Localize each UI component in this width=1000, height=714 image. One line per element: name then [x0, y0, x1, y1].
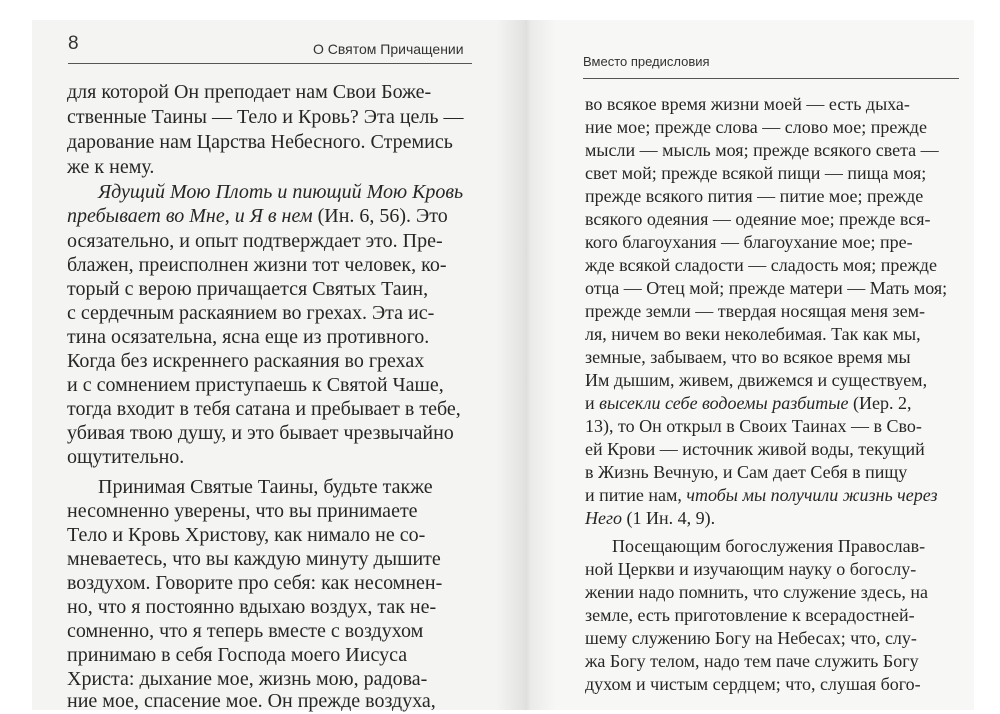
right-line: отца — Отец мой; прежде матери — Мать моя; [585, 278, 948, 298]
left-line: Когда без искреннего раскаяния во грехах [67, 350, 425, 372]
left-line: сомненно, что я теперь вместе с воздухом [67, 620, 424, 642]
left-line: ние мое, спасение мое. Он прежде воздуха, [67, 690, 436, 712]
left-line: Христа: дыхание мое, жизнь мою, радова- [67, 668, 428, 690]
book-gutter [496, 20, 556, 710]
left-running-header: О Святом Причащении [313, 41, 464, 57]
right-line: жении надо помнить, что служение здесь, на [585, 582, 928, 602]
left-line: пребывает во Мне, и Я в нем (Ин. 6, 56). Это [67, 205, 448, 227]
right-line: мысли — мысль моя; прежде всякого света — [585, 140, 939, 160]
right-line: ей Крови — источник живой воды, текущий [585, 439, 925, 459]
right-line: шему служению Богу на Небесах; что, слу- [585, 628, 917, 648]
left-line: и с сомнением приступаешь к Святой Чаше, [67, 374, 444, 396]
left-line: Тело и Кровь Христову, как нимало не со- [67, 524, 426, 546]
page-number: 8 [68, 33, 79, 54]
right-header-rule [583, 78, 959, 79]
right-line: кого благоухания — благоухание мое; пре- [585, 232, 913, 252]
left-line: но, что я постоянно вдыхаю воздух, так не- [67, 596, 437, 618]
right-line: духом и чистым сердцем; что, слушая бого- [585, 674, 921, 694]
right-line: в Жизнь Вечную, и Сам дает Себя в пищу [585, 462, 908, 482]
left-line: для которой Он преподает нам Свои Боже- [67, 81, 432, 103]
right-line: ной Церкви и изучающим науку о богослу- [585, 559, 917, 579]
right-line: и питие нам, чтобы мы получили жизнь через [585, 485, 938, 505]
right-line: Него (1 Ин. 4, 9). [585, 508, 716, 528]
right-line: земные, забываем, что во всякое время мы [585, 347, 911, 367]
left-line: несомненно уверены, что вы принимаете [67, 500, 418, 522]
left-line: принимаю в себя Господа моего Иисуса [67, 644, 408, 666]
left-line: мневаетесь, что вы каждую минуту дышите [67, 548, 441, 570]
right-line: во всякое время жизни моей — есть дыха- [585, 94, 910, 114]
left-line: тогда входит в тебя сатана и пребывает в тебе, [67, 398, 461, 420]
left-line: осязательно, и опыт подтверждает это. Пре- [67, 230, 443, 252]
right-line: свет мой; прежде всякой пищи — пища моя; [585, 163, 927, 183]
right-line: жде всякой сладости — сладость моя; прежде [585, 255, 937, 275]
right-line: 13), то Он открыл в Своих Таинах — в Сво- [585, 416, 922, 436]
left-header-rule [68, 63, 472, 64]
right-line: земле, есть приготовление к всерадостней- [585, 605, 915, 625]
left-line: воздухом. Говорите про себя: как несомнен- [67, 572, 443, 594]
left-line: тина осязательна, ясна еще из противного. [67, 326, 430, 348]
right-running-header: Вместо предисловия [583, 54, 710, 69]
right-line: прежде земли — твердая носящая меня зем- [585, 301, 926, 321]
right-line: и высекли себе водоемы разбитые (Иер. 2, [585, 393, 912, 413]
left-line: с сердечным раскаянием во грехах. Эта ис- [67, 302, 435, 324]
right-line: Им дышим, живем, движемся и существуем, [585, 370, 928, 390]
right-line: всякого одеяния — одеяние мое; прежде вся- [585, 209, 931, 229]
right-line: ля, ничем во веки неколебимая. Так как мы, [585, 324, 921, 344]
left-line: блажен, преисполнен жизни тот человек, ко- [67, 254, 447, 276]
right-line: ние мое; прежде слова — слово мое; прежде [585, 117, 927, 137]
right-line: жа Богу телом, надо тем паче служить Богу [585, 651, 919, 671]
left-line: ственные Таины — Тело и Кровь? Эта цель — [67, 106, 464, 128]
left-line: убивая твою душу, и это бывает чрезвычайно [67, 422, 454, 444]
left-line: торый с верою причащается Святых Таин, [67, 278, 429, 300]
left-line: Ядущий Мою Плоть и пиющий Мою Кровь [98, 181, 464, 203]
left-line: ощутительно. [67, 446, 185, 468]
left-line: же к нему. [67, 156, 155, 178]
left-line: дарование нам Царства Небесного. Стремись [67, 131, 453, 153]
right-line: Посещающим богослужения Православ- [612, 536, 926, 556]
right-line: прежде всякого пития — питие мое; прежде [585, 186, 924, 206]
left-line: Принимая Святые Таины, будьте также [98, 476, 433, 498]
